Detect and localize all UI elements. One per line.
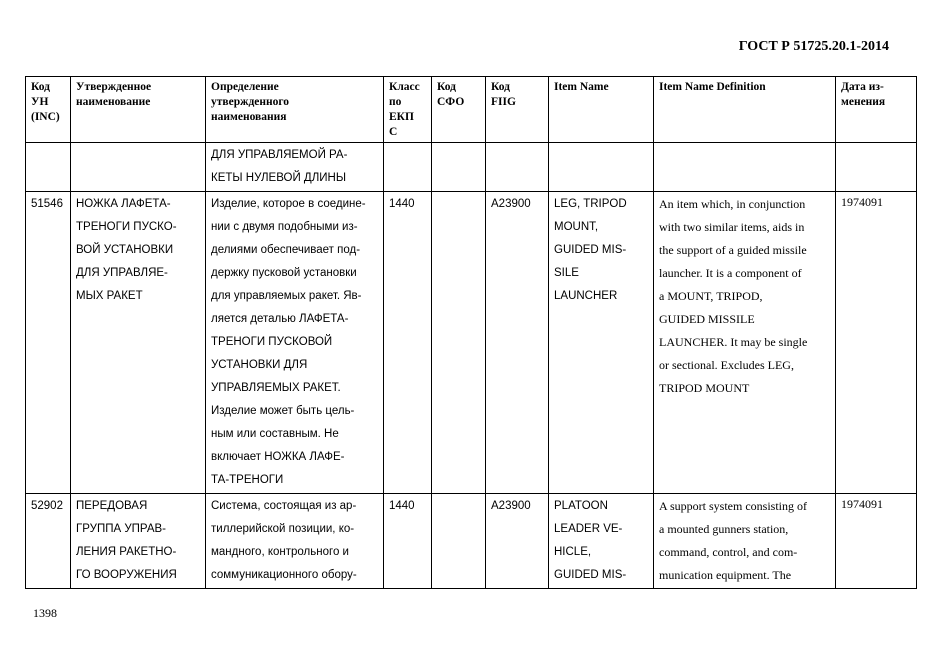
col-item-name-header — [549, 77, 654, 143]
cell-line: делиями обеспечивает под- — [211, 244, 361, 256]
cell-line: ТРЕНОГИ ПУСКОВОЙ — [211, 336, 333, 348]
cell-value: 1974091 — [841, 497, 883, 511]
table-body — [26, 143, 917, 589]
name-ru-cell — [71, 143, 206, 192]
col-fiig-header — [486, 77, 549, 143]
header-text: С — [389, 126, 398, 138]
item-def-cell — [654, 192, 836, 494]
name-ru-cell — [71, 494, 206, 589]
col-item-def-header — [654, 77, 836, 143]
date-cell — [836, 494, 917, 589]
header-text: УН — [31, 96, 49, 108]
cell-line: ным или составным. Не — [211, 428, 339, 440]
table-header-row — [26, 77, 917, 143]
cell-line: тиллерийской позиции, ко- — [211, 523, 355, 535]
sfo-cell — [432, 192, 486, 494]
header-text: менения — [841, 96, 886, 108]
cell-line: LAUNCHER. It may be single — [659, 335, 808, 349]
class-cell — [384, 192, 432, 494]
header-text: ЕКП — [389, 111, 414, 123]
cell-line: ДЛЯ УПРАВЛЯЕМОЙ РА- — [211, 149, 348, 161]
inc-cell — [26, 143, 71, 192]
header-text: (INC) — [31, 111, 60, 123]
cell-line: ГРУППА УПРАВ- — [76, 523, 166, 535]
cell-line: УПРАВЛЯЕМЫХ РАКЕТ. — [211, 382, 341, 394]
cell-line: ТРЕНОГИ ПУСКО- — [76, 221, 177, 233]
document-code: ГОСТ Р 51725.20.1-2014 — [738, 39, 889, 54]
cell-line: GUIDED MIS- — [554, 569, 627, 581]
name-ru-cell — [71, 192, 206, 494]
table-row — [26, 494, 917, 589]
def-ru-cell — [206, 494, 384, 589]
def-ru-cell — [206, 192, 384, 494]
header-text: Дата из- — [841, 81, 884, 93]
cell-value: 51546 — [31, 198, 63, 210]
cell-line: мандного, контрольного и — [211, 546, 349, 558]
cell-line: для управляемых ракет. Яв- — [211, 290, 362, 302]
col-sfo-header — [432, 77, 486, 143]
cell-line: TRIPOD MOUNT — [659, 381, 750, 395]
cell-line: КЕТЫ НУЛЕВОЙ ДЛИНЫ — [211, 172, 346, 184]
cell-line: or sectional. Excludes LEG, — [659, 358, 794, 372]
header-text: СФО — [437, 96, 465, 108]
cell-line: SILE — [554, 267, 579, 279]
cell-line: GUIDED MISSILE — [659, 312, 755, 326]
sfo-cell — [432, 143, 486, 192]
col-date-header — [836, 77, 917, 143]
cell-line: LEG, TRIPOD — [554, 198, 627, 210]
fiig-cell — [486, 192, 549, 494]
cell-line: ЛЕНИЯ РАКЕТНО- — [76, 546, 177, 558]
header-text: Определение — [211, 81, 279, 93]
date-cell — [836, 143, 917, 192]
cell-line: a MOUNT, TRIPOD, — [659, 289, 763, 303]
class-cell — [384, 494, 432, 589]
cell-line: ДЛЯ УПРАВЛЯЕ- — [76, 267, 168, 279]
header-text: Код — [437, 81, 457, 93]
date-cell — [836, 192, 917, 494]
col-inc-header — [26, 77, 71, 143]
cell-line: нии с двумя подобными из- — [211, 221, 358, 233]
header-text: наименование — [76, 96, 151, 108]
cell-line: LEADER VE- — [554, 523, 623, 535]
cell-line: command, control, and com- — [659, 545, 798, 559]
cell-value: A23900 — [491, 198, 531, 210]
cell-line: a mounted gunners station, — [659, 522, 789, 536]
cell-value: A23900 — [491, 500, 531, 512]
cell-line: munication equipment. The — [659, 568, 792, 582]
cell-line: НОЖКА ЛАФЕТА- — [76, 198, 171, 210]
cell-line: HICLE, — [554, 546, 592, 558]
table-row — [26, 192, 917, 494]
header-text: наименования — [211, 111, 287, 123]
item-name-cell — [549, 192, 654, 494]
cell-line: ВОЙ УСТАНОВКИ — [76, 244, 174, 256]
header-text: Код — [491, 81, 511, 93]
cell-line: держку пусковой установки — [211, 267, 357, 279]
cell-value: 1440 — [389, 500, 415, 512]
fiig-cell — [486, 143, 549, 192]
sfo-cell — [432, 494, 486, 589]
cell-line: соммуникационного обору- — [211, 569, 357, 581]
class-cell — [384, 143, 432, 192]
header-text: FIIG — [491, 96, 516, 108]
catalog-table — [25, 76, 917, 589]
cell-line: УСТАНОВКИ ДЛЯ — [211, 359, 308, 371]
item-name-cell — [549, 143, 654, 192]
header-text: Класс — [389, 81, 420, 93]
table-row — [26, 143, 917, 192]
col-name-ru-header — [71, 77, 206, 143]
item-def-cell — [654, 143, 836, 192]
cell-line: ГО ВООРУЖЕНИЯ — [76, 569, 177, 581]
cell-line: MOUNT, — [554, 221, 599, 233]
header-text: утвержденного — [211, 96, 290, 108]
fiig-cell — [486, 494, 549, 589]
page-number: 1398 — [33, 606, 57, 620]
cell-line: with two similar items, aids in — [659, 220, 805, 234]
col-class-header — [384, 77, 432, 143]
item-def-cell — [654, 494, 836, 589]
cell-line: A support system consisting of — [659, 499, 808, 513]
cell-line: LAUNCHER — [554, 290, 618, 302]
header-text: Код — [31, 81, 51, 93]
cell-line: Изделие, которое в соедине- — [211, 198, 366, 210]
col-def-ru-header — [206, 77, 384, 143]
cell-value: 1974091 — [841, 195, 883, 209]
header-text: Item Name Definition — [659, 81, 766, 93]
header-text: Item Name — [554, 81, 609, 93]
cell-line: ТА-ТРЕНОГИ — [211, 474, 284, 486]
cell-value: 1440 — [389, 198, 415, 210]
cell-line: МЫХ РАКЕТ — [76, 290, 143, 302]
cell-line: Система, состоящая из ар- — [211, 500, 357, 512]
header-text: Утвержденное — [76, 81, 152, 93]
cell-line: включает НОЖКА ЛАФЕ- — [211, 451, 345, 463]
inc-cell — [26, 192, 71, 494]
cell-line: PLATOON — [554, 500, 608, 512]
cell-value: 52902 — [31, 500, 63, 512]
inc-cell — [26, 494, 71, 589]
cell-line: launcher. It is a component of — [659, 266, 802, 280]
header-text: по — [389, 96, 402, 108]
def-ru-cell — [206, 143, 384, 192]
item-name-cell — [549, 494, 654, 589]
cell-line: GUIDED MIS- — [554, 244, 627, 256]
cell-line: An item which, in conjunction — [659, 197, 806, 211]
cell-line: ПЕРЕДОВАЯ — [76, 500, 148, 512]
cell-line: ляется деталью ЛАФЕТА- — [211, 313, 349, 325]
cell-line: the support of a guided missile — [659, 243, 807, 257]
cell-line: Изделие может быть цель- — [211, 405, 355, 417]
